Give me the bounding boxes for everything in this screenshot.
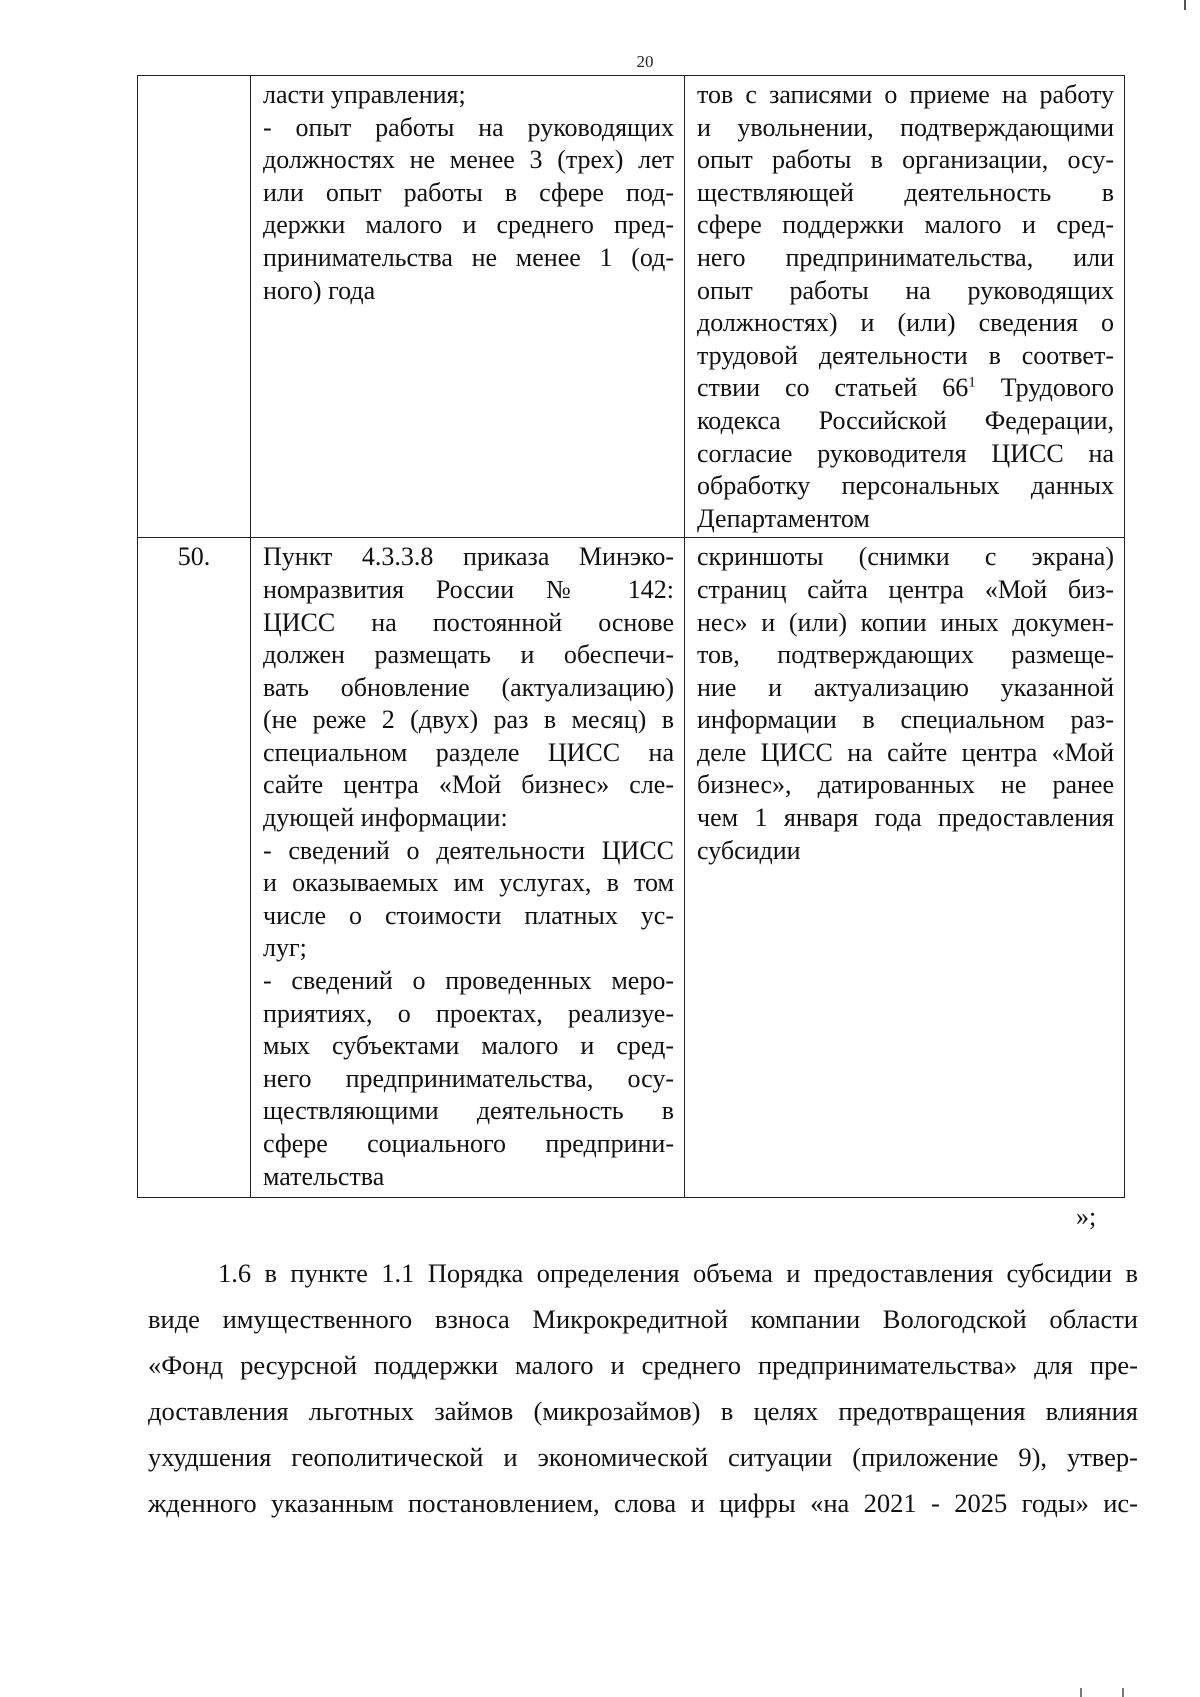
text-line: тов с записями о приеме на работу: [697, 80, 1114, 109]
requirement-cell: [251, 538, 685, 1198]
text-line: субсидии: [697, 835, 801, 865]
paragraph-line: виде имущественного взноса Микрокредитной компании Вологодской области: [148, 1304, 1138, 1334]
text-line: опыт работы на руководящих: [697, 275, 1114, 305]
paragraph-line: доставления льготных займов (микрозаймов) в целях предотвращения влияния: [148, 1396, 1138, 1426]
row-number-cell: [138, 76, 251, 538]
requirements-table: [137, 75, 1125, 1198]
text-line: держки малого и среднего пред-: [263, 210, 674, 240]
table-row: [138, 76, 1125, 538]
text-line: мых субъектами малого и сред-: [263, 1031, 674, 1061]
text-line: сфере поддержки малого и сред-: [697, 210, 1114, 240]
text-line: опыт работы в организации, осу-: [697, 145, 1114, 175]
paragraph-line: «Фонд ресурсной поддержки малого и среднего предпринимательства» для пре-: [148, 1350, 1138, 1380]
text-line: или опыт работы в сфере под-: [263, 177, 674, 207]
text-line: должностях) и (или) сведения о: [697, 308, 1114, 338]
text-line: нес» и (или) копии иных докумен-: [697, 607, 1114, 637]
text-line: деле ЦИСС на сайте центра «Мой: [697, 737, 1114, 767]
text-line: страниц сайта центра «Мой биз-: [697, 574, 1114, 604]
text-fragment: ствии со статьей 66: [697, 373, 969, 403]
text-line: и увольнении, подтверждающими: [697, 112, 1114, 142]
text-line: ние и актуализацию указанной: [697, 672, 1114, 702]
paragraph-line: ухудшения геополитической и экономической ситуации (приложение 9), утвер-: [148, 1442, 1138, 1472]
body-paragraph: [148, 1250, 1138, 1526]
text-line: скриншоты (снимки с экрана): [697, 542, 1114, 572]
text-line: луг;: [263, 933, 307, 963]
text-line: принимательства не менее 1 (од-: [263, 242, 674, 272]
text-line: трудовой деятельности в соответ-: [697, 340, 1114, 370]
text-line: согласие руководителя ЦИСС на: [697, 438, 1114, 468]
requirement-cell: [251, 76, 685, 538]
text-line: кодекса Российской Федерации,: [697, 405, 1114, 435]
documents-cell: [685, 538, 1125, 1198]
text-line: ного) года: [263, 275, 376, 305]
text-line: сфере социального предприни-: [263, 1129, 674, 1158]
page-number: 20: [636, 52, 654, 71]
text-fragment: Трудового: [975, 373, 1114, 403]
text-line: должен размещать и обеспечи-: [263, 640, 674, 670]
text-line: чем 1 января года предоставления: [697, 803, 1114, 833]
text-line: - сведений о деятельности ЦИСС: [263, 835, 674, 865]
text-line: числе о стоимости платных ус-: [263, 900, 674, 930]
text-line-with-superscript: [697, 372, 1114, 405]
text-line: обработку персональных данных: [697, 471, 1114, 501]
table-row: [138, 538, 1125, 1198]
text-line: (не реже 2 (двух) раз в месяц) в: [263, 705, 674, 735]
text-line: - опыт работы на руководящих: [263, 112, 674, 142]
text-line: и оказываемых им услугах, в том: [263, 868, 674, 898]
documents-cell: [685, 76, 1125, 538]
text-line: Пункт 4.3.3.8 приказа Минэко-: [263, 542, 674, 572]
row-number-cell: 50.: [138, 538, 251, 1198]
scan-mark-top: [1184, 0, 1186, 10]
text-line: него предпринимательства, или: [697, 242, 1114, 272]
text-line: - сведений о проведенных меро-: [263, 966, 674, 996]
text-line: бизнес», датированных не ранее: [697, 770, 1114, 800]
text-line: ласти управления;: [263, 80, 466, 109]
paragraph-line: 1.6 в пункте 1.1 Порядка определения объема и предоставления субсидии в: [218, 1258, 1138, 1288]
text-line: него предпринимательства, осу-: [263, 1063, 674, 1093]
text-line: ществляющей деятельность в: [697, 177, 1114, 207]
text-line: ществляющими деятельность в: [263, 1096, 674, 1126]
text-line: приятиях, о проектах, реализуе-: [263, 998, 674, 1028]
scan-mark-bottom: [1080, 1688, 1124, 1697]
text-line: информации в специальном раз-: [697, 705, 1114, 735]
text-line: вать обновление (актуализацию): [263, 672, 674, 702]
text-line: специальном разделе ЦИСС на: [263, 737, 674, 767]
text-line: ЦИСС на постоянной основе: [263, 607, 674, 637]
text-line: тов, подтверждающих размеще-: [697, 640, 1114, 670]
text-line: дующей информации:: [263, 803, 508, 833]
closing-quote: »;: [1076, 1202, 1097, 1231]
text-line: сайте центра «Мой бизнес» сле-: [263, 770, 674, 800]
paragraph-line: жденного указанным постановлением, слова и цифры «на 2021 - 2025 годы» ис-: [148, 1488, 1138, 1518]
text-line: должностях не менее 3 (трех) лет: [263, 145, 674, 175]
text-line: Департаментом: [697, 503, 870, 533]
superscript: 1: [968, 374, 976, 391]
text-line: мательства: [263, 1161, 385, 1191]
text-line: номразвития России № 142:: [263, 574, 674, 604]
